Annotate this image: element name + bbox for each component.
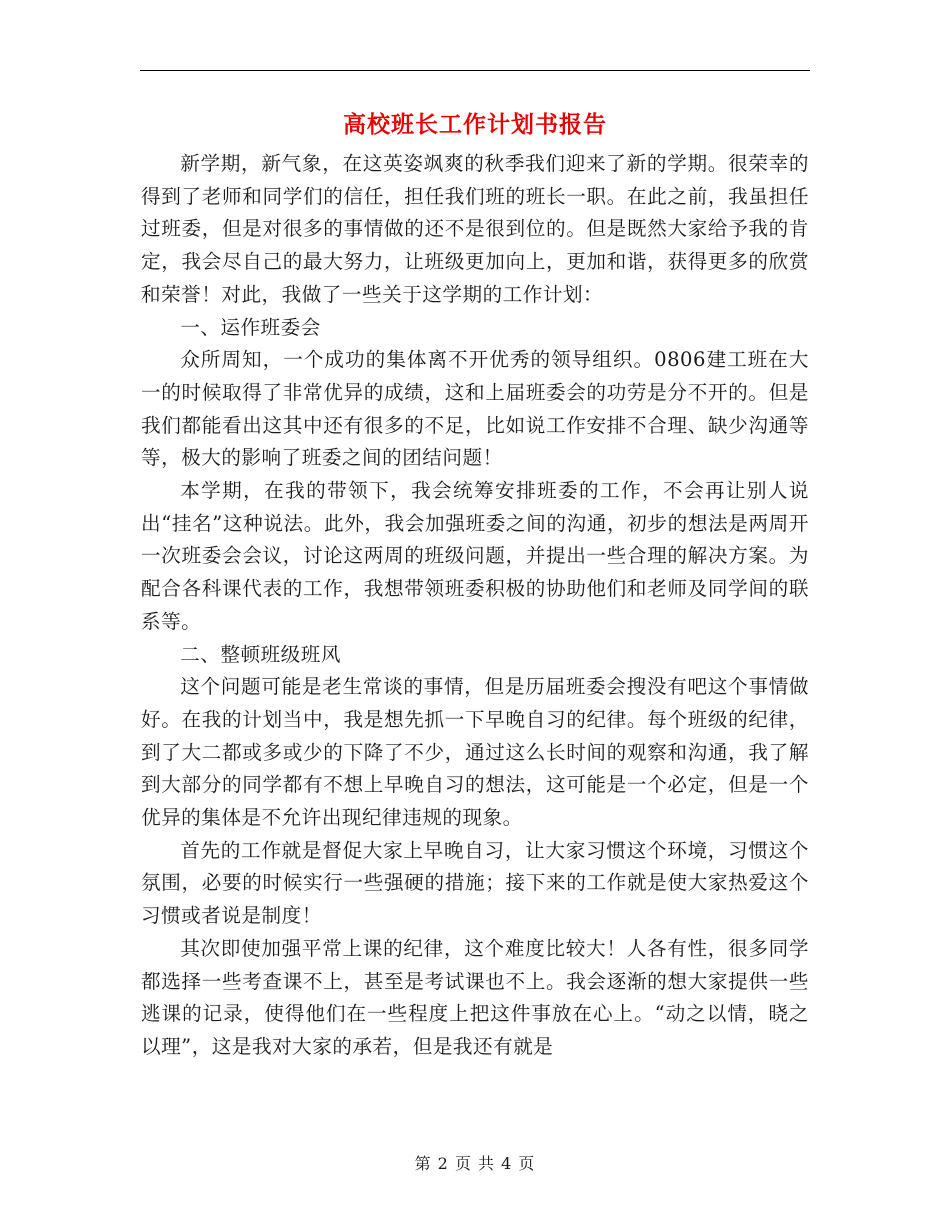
document-title: 高校班长工作计划书报告 (343, 111, 607, 138)
header-rule (140, 70, 810, 71)
document-body (141, 148, 809, 1064)
page-number-footer: 第 2 页 共 4 页 (414, 1154, 536, 1173)
paragraph-section1-a: 众所周知，一个成功的集体离不开优秀的领导组织。0806建工班在大一的时候取得了非常优异的成绩，这和上届班委会的功劳是分不开的。但是我们都能看出这其中还有很多的不足，比如说工作安排不合理、缺少沟通等等，极大的影响了班委之间的团结问题！ (141, 348, 809, 470)
paragraph-intro: 新学期，新气象，在这英姿飒爽的秋季我们迎来了新的学期。很荣幸的得到了老师和同学们的信任，担任我们班的班长一职。在此之前，我虽担任过班委，但是对很多的事情做的还不是很到位的。但是既然大家给予我的肯定，我会尽自己的最大努力，让班级更加向上，更加和谐，获得更多的欣赏和荣誉！对此，我做了一些关于这学期的工作计划： (141, 152, 809, 306)
paragraph-section2-a: 这个问题可能是老生常谈的事情，但是历届班委会搜没有吧这个事情做好。在我的计划当中，我是想先抓一下早晚自习的纪律。每个班级的纪律，到了大二都或多或少的下降了不少，通过这么长时间的观察和沟通，我了解到大部分的同学都有不想上早晚自习的想法，这可能是一个必定，但是一个优异的集体是不允许出现纪律违规的现象。 (141, 675, 809, 830)
paragraph-section1-b: 本学期，在我的带领下，我会统筹安排班委的工作，不会再让别人说出“挂名”这种说法。此外，我会加强班委之间的沟通，初步的想法是两周开一次班委会会议，讨论这两周的班级问题，并提出一些合理的解决方案。为配合各科课代表的工作，我想带领班委积极的协助他们和老师及同学间的联系等。 (141, 479, 809, 633)
paragraph-section2-b: 首先的工作就是督促大家上早晚自习，让大家习惯这个环境，习惯这个氛围，必要的时候实行一些强硬的措施；接下来的工作就是使大家热爱这个习惯或者说是制度！ (141, 838, 809, 928)
section-heading-1: 一、运作班委会 (180, 315, 321, 339)
paragraph-section2-c: 其次即使加强平常上课的纪律，这个难度比较大！人各有性，很多同学都选择一些考查课不上，甚至是考试课也不上。我会逐渐的想大家提供一些逃课的记录，使得他们在一些程度上把这件事放在心上。“动之以情，晓之以理”，这是我对大家的承若，但是我还有就是 (141, 936, 809, 1058)
section-heading-2: 二、整顿班级班风 (180, 642, 341, 666)
